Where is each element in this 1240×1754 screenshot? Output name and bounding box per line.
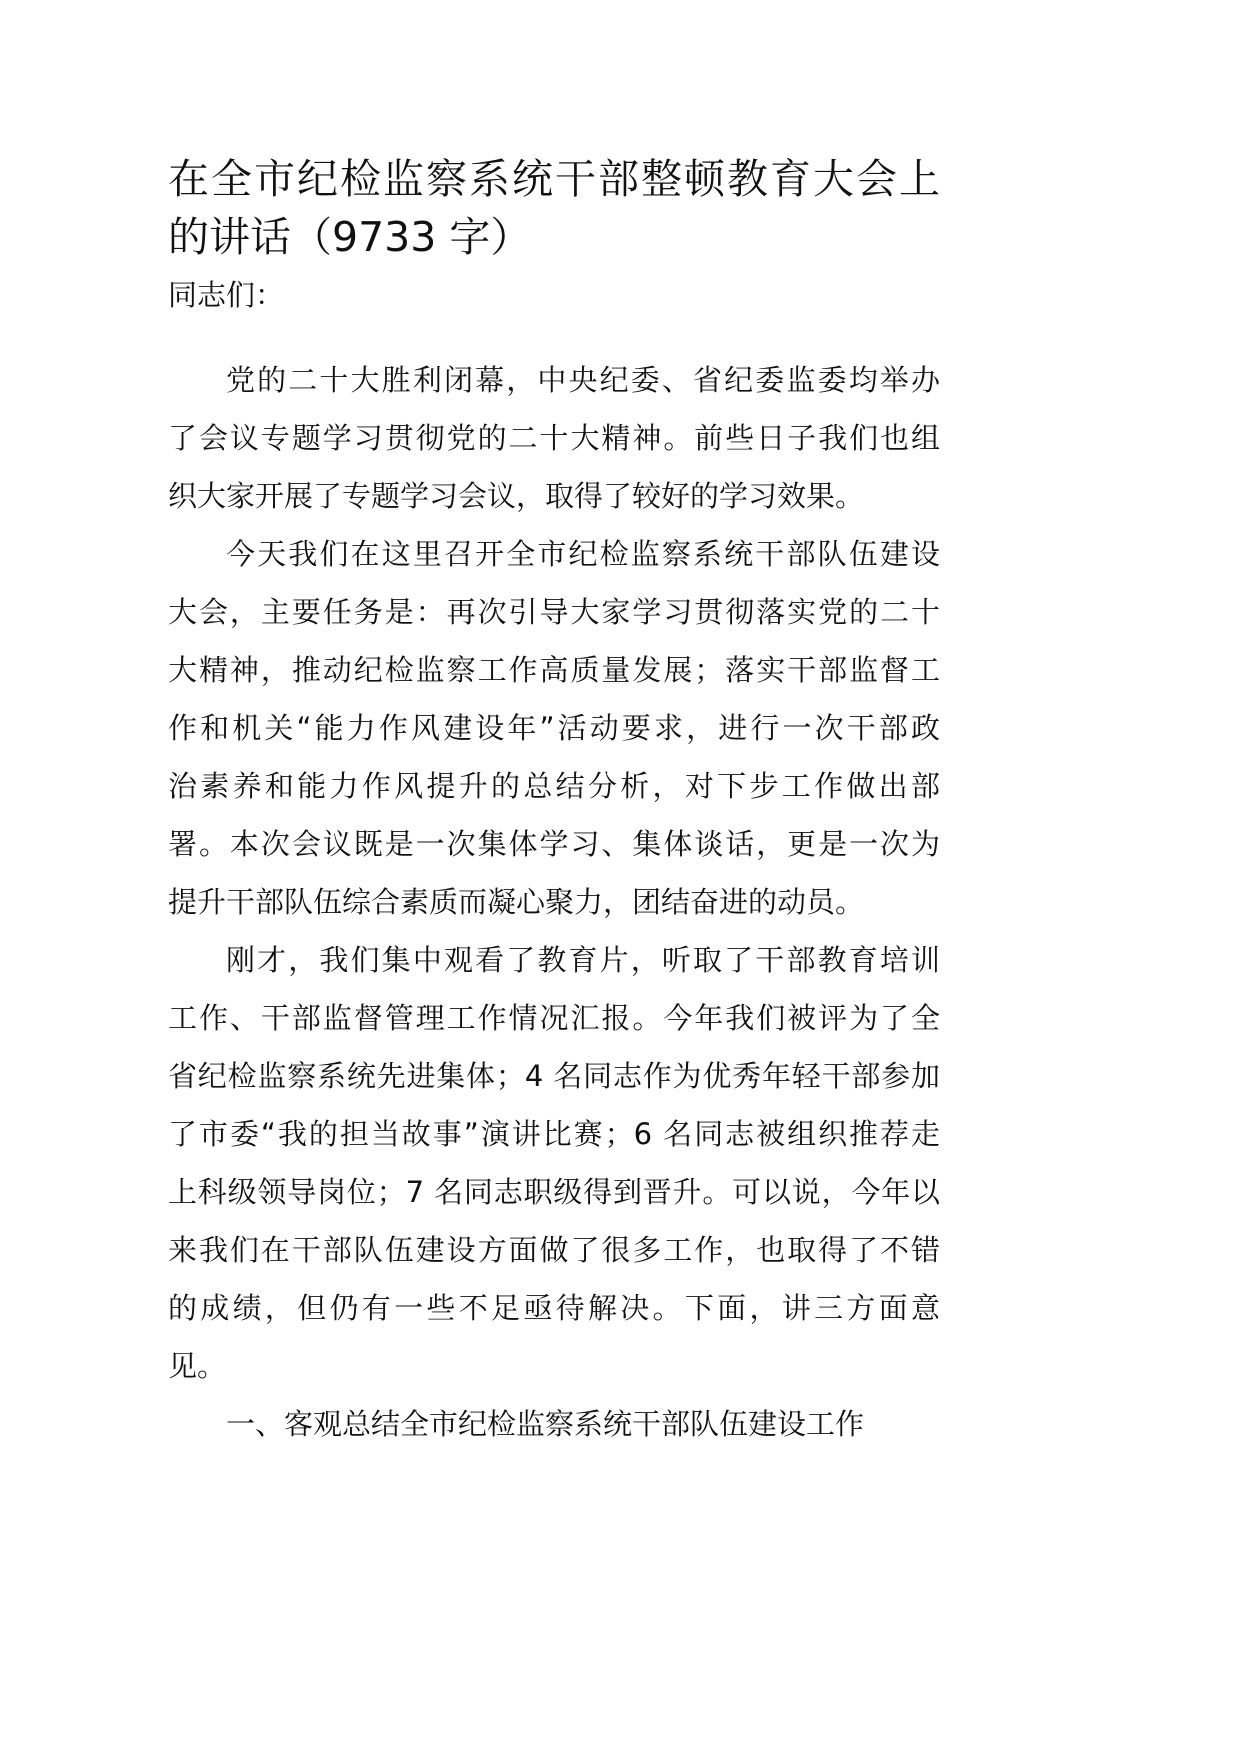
paragraph-2 [168, 525, 940, 931]
paragraph-3 [168, 931, 940, 1395]
text-line: 的成绩，但仍有一些不足亟待解决。下面，讲三方面意 [168, 1291, 940, 1325]
text-line: 今天我们在这里召开全市纪检监察系统干部队伍建设 [226, 537, 940, 571]
text-line: 上科级领导岗位；7 名同志职级得到晋升。可以说，今年以 [168, 1175, 940, 1209]
text-line: 署。本次会议既是一次集体学习、集体谈话，更是一次为 [168, 827, 940, 861]
text-line: 了市委“我的担当故事”演讲比赛；6 名同志被组织推荐走 [168, 1117, 940, 1151]
title-line: 在全市纪检监察系统干部整顿教育大会上 [168, 155, 940, 203]
document-title [168, 150, 940, 266]
text-line: 织大家开展了专题学习会议，取得了较好的学习效果。 [168, 479, 865, 513]
text-line: 来我们在干部队伍建设方面做了很多工作，也取得了不错 [168, 1233, 940, 1267]
text-line: 了会议专题学习贯彻党的二十大精神。前些日子我们也组 [168, 421, 940, 455]
text-line: 作和机关“能力作风建设年”活动要求，进行一次干部政 [168, 711, 940, 745]
text-line: 提升干部队伍综合素质而凝心聚力，团结奋进的动员。 [168, 885, 865, 919]
text-line: 工作、干部监督管理工作情况汇报。今年我们被评为了全 [168, 1001, 940, 1035]
text-line: 大精神，推动纪检监察工作高质量发展；落实干部监督工 [168, 653, 940, 687]
text-line: 党的二十大胜利闭幕，中央纪委、省纪委监委均举办 [226, 363, 940, 397]
text-line: 刚才，我们集中观看了教育片，听取了干部教育培训 [226, 943, 940, 977]
text-line: 治素养和能力作风提升的总结分析，对下步工作做出部 [168, 769, 940, 803]
document-page [168, 150, 940, 1453]
text-line: 见。 [168, 1349, 227, 1383]
text-line: 省纪检监察系统先进集体；4 名同志作为优秀年轻干部参加 [168, 1059, 940, 1093]
title-line: 的讲话（9733 字） [168, 213, 532, 261]
section-heading: 一、客观总结全市纪检监察系统干部队伍建设工作 [226, 1407, 865, 1441]
salutation: 同志们： [168, 278, 285, 312]
text-line: 大会，主要任务是：再次引导大家学习贯彻落实党的二十 [168, 595, 940, 629]
paragraph-1 [168, 351, 940, 525]
